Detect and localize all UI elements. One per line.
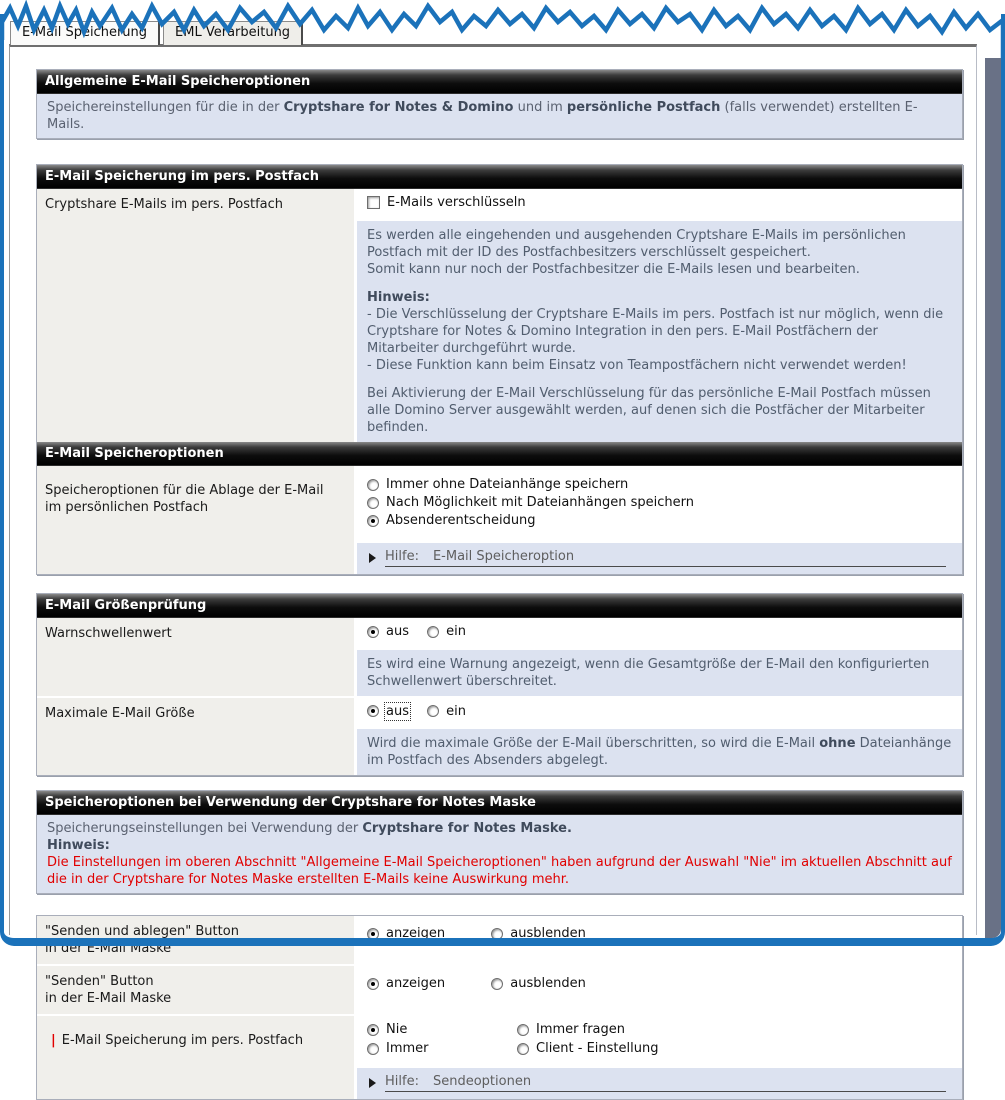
section-maske-description xyxy=(37,815,962,893)
window-right-edge-bar xyxy=(985,58,1001,938)
storage-info-text xyxy=(357,221,962,442)
twistie-expand-icon[interactable] xyxy=(369,553,376,563)
desc-text: Speicherungseinstellungen bei Verwendung der xyxy=(47,821,363,836)
hinweis-label: Hinweis: xyxy=(367,290,430,305)
tab-email-speicherung[interactable]: E-Mail Speicherung xyxy=(10,21,160,45)
help-label: Hilfe: xyxy=(385,1074,419,1089)
radio-immer-ohne-anhaenge[interactable] xyxy=(367,477,952,492)
info-text: Dateianhänge im Postfach des Absenders abgelegt. xyxy=(367,736,952,768)
info-bold: ohne xyxy=(819,736,856,751)
section-options-title: E-Mail Speicheroptionen xyxy=(37,442,962,466)
section-maske-title: Speicheroptionen bei Verwendung der Cryptshare for Notes Maske xyxy=(37,791,962,815)
info-paragraph: Somit kann nur noch der Postfachbesitzer die E-Mails lesen und bearbeiten. xyxy=(367,262,860,277)
storage-row-label: Cryptshare E-Mails im pers. Postfach xyxy=(37,189,357,442)
label-line: Speicheroptionen für die Ablage der E-Mail xyxy=(45,483,324,498)
radio-label: anzeigen xyxy=(386,976,446,991)
radio-button[interactable] xyxy=(367,497,379,509)
radio-sendstore-anzeigen[interactable] xyxy=(367,926,445,941)
checkbox-label: E-Mails verschlüsseln xyxy=(387,195,526,210)
label-line: "Senden und ablegen" Button xyxy=(45,924,239,939)
radio-immer-fragen[interactable] xyxy=(517,1022,914,1037)
radio-immer[interactable] xyxy=(367,1041,479,1056)
radio-button[interactable] xyxy=(367,928,379,940)
section-buttons xyxy=(36,915,963,1100)
section-storage-title: E-Mail Speicherung im pers. Postfach xyxy=(37,165,962,189)
radio-button[interactable] xyxy=(517,1043,529,1055)
radio-button[interactable] xyxy=(427,626,439,638)
help-label: Hilfe: xyxy=(385,549,419,564)
radio-button[interactable] xyxy=(491,928,503,940)
section-general xyxy=(36,69,963,139)
desc-text: . xyxy=(566,821,572,836)
radio-button[interactable] xyxy=(367,515,379,527)
radio-label: ein xyxy=(446,703,466,719)
send-button-label xyxy=(37,966,357,1014)
radio-send-anzeigen[interactable] xyxy=(367,976,445,991)
radio-label: Client - Einstellung xyxy=(536,1041,659,1056)
modified-marker: | xyxy=(51,1033,56,1048)
radio-nie[interactable] xyxy=(367,1022,479,1037)
tab-bar xyxy=(10,21,306,45)
radio-label: Immer fragen xyxy=(536,1022,626,1037)
radio-maxsize-ein[interactable] xyxy=(427,704,466,719)
radio-label: Immer xyxy=(386,1041,429,1056)
document-content xyxy=(9,44,977,1089)
hinweis-red-text: Die Einstellungen im oberen Abschnitt "Allgemeine E-Mail Speicheroptionen" haben aufgrund der Auswahl "Nie" im aktuellen Abschnitt auf die in der Cryptshare for Notes Maske erstellten E-Mails keine Auswirkung mehr. xyxy=(47,855,952,887)
desc-bold-postfach: persönliche Postfach xyxy=(566,100,721,115)
label-line: im persönlichen Postfach xyxy=(45,500,209,515)
twistie-expand-icon[interactable] xyxy=(369,1078,376,1088)
desc-bold: Cryptshare for Notes Maske xyxy=(362,821,567,836)
radio-warn-aus[interactable] xyxy=(367,624,409,639)
label-line: "Senden" Button xyxy=(45,974,154,989)
send-store-button-label xyxy=(37,916,357,964)
warn-threshold-info: Es wird eine Warnung angezeigt, wenn die Gesamtgröße der E-Mail den konfigurierten Schwellenwert überschreitet. xyxy=(357,650,962,696)
radio-absenderentscheidung[interactable] xyxy=(367,513,952,528)
max-size-info xyxy=(357,729,962,775)
section-size-check xyxy=(36,593,963,776)
options-row-label xyxy=(37,466,357,574)
help-topic: Sendeoptionen xyxy=(432,1074,532,1089)
info-paragraph: Es werden alle eingehenden und ausgehenden Cryptshare E-Mails im persönlichen Postfach mit der ID des Postfachbesitzers verschlüsselt gespeichert. xyxy=(367,228,906,260)
radio-nach-moeglichkeit[interactable] xyxy=(367,495,952,510)
radio-button[interactable] xyxy=(367,978,379,990)
label-line: in der E-Mail Maske xyxy=(45,991,172,1006)
help-link-text[interactable] xyxy=(385,1074,946,1092)
section-storage xyxy=(36,164,963,575)
radio-label: anzeigen xyxy=(386,926,446,941)
email-storage-pers-label xyxy=(37,1016,357,1099)
checkbox-box[interactable] xyxy=(367,196,380,209)
tab-eml-verarbeitung[interactable]: EML Verarbeitung xyxy=(163,21,303,45)
hinweis-line: - Die Verschlüsselung der Cryptshare E-Mails im pers. Postfach ist nur möglich, wenn die Cryptshare for Notes & Domino Integration in den pers. E-Mail Postfächern der Mitarbeiter durchgeführt wurde. xyxy=(367,307,944,356)
radio-button[interactable] xyxy=(367,705,379,717)
label-line: in der E-Mail Maske xyxy=(45,941,172,956)
info-text: Wird die maximale Größe der E-Mail überschritten, so wird die E-Mail xyxy=(367,736,820,751)
radio-label: Absenderentscheidung xyxy=(386,513,536,528)
radio-button[interactable] xyxy=(367,1024,379,1036)
section-size-title: E-Mail Größenprüfung xyxy=(37,594,962,618)
radio-maxsize-aus[interactable] xyxy=(367,704,409,719)
radio-label: ausblenden xyxy=(510,976,586,991)
section-general-description xyxy=(37,94,962,138)
radio-button[interactable] xyxy=(367,479,379,491)
help-link-text[interactable] xyxy=(385,549,946,567)
help-topic: E-Mail Speicheroption xyxy=(432,549,575,564)
help-sendeoptionen[interactable] xyxy=(357,1068,962,1099)
section-general-title: Allgemeine E-Mail Speicheroptionen xyxy=(37,70,962,94)
info-paragraph: Bei Aktivierung der E-Mail Verschlüsselung für das persönliche E-Mail Postfach müssen alle Domino Server ausgewählt werden, auf denen sich die Postfächer der Mitarbeiter befinden. xyxy=(367,386,931,435)
radio-button[interactable] xyxy=(367,1043,379,1055)
radio-warn-ein[interactable] xyxy=(427,624,466,639)
radio-label: ein xyxy=(446,624,466,639)
radio-label: ausblenden xyxy=(510,926,586,941)
encrypt-emails-checkbox[interactable] xyxy=(367,195,526,210)
radio-button[interactable] xyxy=(491,978,503,990)
radio-button[interactable] xyxy=(427,705,439,717)
radio-label: Nie xyxy=(386,1022,408,1037)
hinweis-red-label: Hinweis: xyxy=(47,838,110,853)
hinweis-line: - Diese Funktion kann beim Einsatz von Teampostfächern nicht verwendet werden! xyxy=(367,358,907,373)
warn-threshold-label: Warnschwellenwert xyxy=(37,618,357,696)
radio-client-einstellung[interactable] xyxy=(517,1041,952,1056)
desc-text: und im xyxy=(513,100,567,115)
radio-sendstore-ausblenden[interactable] xyxy=(491,926,586,941)
label-text: E-Mail Speicherung im pers. Postfach xyxy=(61,1033,304,1048)
radio-button[interactable] xyxy=(517,1024,529,1036)
section-maske xyxy=(36,790,963,894)
radio-label: Immer ohne Dateianhänge speichern xyxy=(386,477,629,492)
radio-button[interactable] xyxy=(367,626,379,638)
max-size-label: Maximale E-Mail Größe xyxy=(37,698,357,776)
radio-label-focused: aus xyxy=(386,703,409,719)
radio-label: Nach Möglichkeit mit Dateianhängen speichern xyxy=(386,495,694,510)
desc-text: Speichereinstellungen für die in der xyxy=(47,100,284,115)
desc-bold-product: Cryptshare for Notes & Domino xyxy=(283,100,514,115)
radio-label: aus xyxy=(386,624,409,639)
desc-text: (falls verwendet) erstellten E-Mails. xyxy=(47,100,918,132)
help-speicheroption[interactable] xyxy=(357,543,962,574)
radio-send-ausblenden[interactable] xyxy=(491,976,586,991)
